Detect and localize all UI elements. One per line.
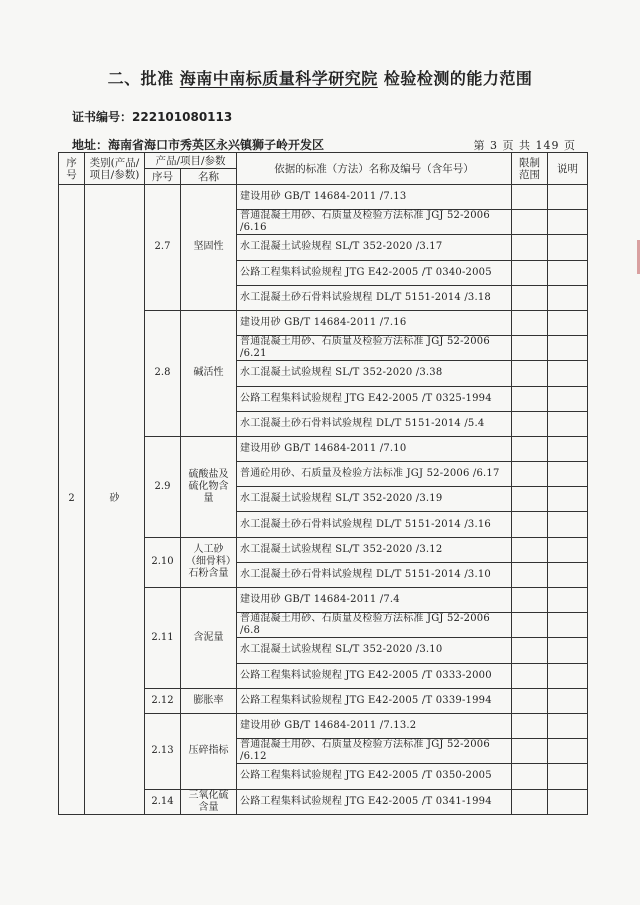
note-cell [548, 235, 588, 260]
standard-reference: 水工混凝土试验规程 SL/T 352-2020 /3.38 [237, 361, 512, 386]
standard-reference: 水工混凝土砂石骨料试验规程 DL/T 5151-2014 /5.4 [237, 411, 512, 436]
certificate-number [72, 108, 232, 125]
limit-cell [512, 764, 548, 789]
limit-cell [512, 336, 548, 361]
capability-table [58, 152, 588, 815]
standard-reference: 水工混凝土试验规程 SL/T 352-2020 /3.12 [237, 537, 512, 562]
standard-reference: 水工混凝土试验规程 SL/T 352-2020 /3.19 [237, 487, 512, 512]
standard-reference: 水工混凝土砂石骨料试验规程 DL/T 5151-2014 /3.10 [237, 562, 512, 587]
cert-value: 222101080113 [132, 110, 233, 124]
header-category: 类别(产品/项目/参数) [85, 153, 145, 185]
title-prefix: 二、批准 [107, 69, 174, 88]
standard-reference: 公路工程集料试验规程 JTG E42-2005 /T 0340-2005 [237, 260, 512, 285]
note-cell [548, 386, 588, 411]
item-number: 2.11 [145, 588, 181, 689]
standard-reference: 公路工程集料试验规程 JTG E42-2005 /T 0333-2000 [237, 663, 512, 688]
page-info: 第 3 页 共 149 页 [473, 139, 576, 152]
standard-reference: 建设用砂 GB/T 14684-2011 /7.13.2 [237, 713, 512, 738]
item-number: 2.9 [145, 436, 181, 537]
note-cell [548, 185, 588, 210]
standard-reference: 建设用砂 GB/T 14684-2011 /7.10 [237, 436, 512, 461]
limit-cell [512, 739, 548, 764]
note-cell [548, 638, 588, 663]
address [72, 136, 324, 153]
limit-cell [512, 638, 548, 663]
note-cell [548, 487, 588, 512]
limit-cell [512, 436, 548, 461]
item-name: 坚固性 [181, 185, 237, 311]
item-name: 三氧化硫含量 [181, 789, 237, 814]
header-limit: 限制范围 [512, 153, 548, 185]
table-row [59, 185, 588, 210]
limit-cell [512, 361, 548, 386]
header-sub-seq: 序号 [145, 169, 181, 185]
limit-cell [512, 210, 548, 235]
standard-reference: 建设用砂 GB/T 14684-2011 /7.13 [237, 185, 512, 210]
item-number: 2.7 [145, 185, 181, 311]
limit-cell [512, 411, 548, 436]
note-cell [548, 588, 588, 613]
header-note: 说明 [548, 153, 588, 185]
standard-reference: 公路工程集料试验规程 JTG E42-2005 /T 0350-2005 [237, 764, 512, 789]
standard-reference: 建设用砂 GB/T 14684-2011 /7.16 [237, 310, 512, 335]
standard-reference: 普通混凝土用砂、石质量及检验方法标准 JGJ 52-2006 /6.8 [237, 613, 512, 638]
title-organization: 海南中南标质量科学研究院 [179, 69, 378, 88]
standard-reference: 公路工程集料试验规程 JTG E42-2005 /T 0341-1994 [237, 789, 512, 814]
note-cell [548, 713, 588, 738]
item-number: 2.13 [145, 713, 181, 789]
limit-cell [512, 613, 548, 638]
note-cell [548, 285, 588, 310]
item-name: 硫酸盐及硫化物含量 [181, 436, 237, 537]
standard-reference: 公路工程集料试验规程 JTG E42-2005 /T 0325-1994 [237, 386, 512, 411]
standard-reference: 普通混凝土用砂、石质量及检验方法标准 JGJ 52-2006 /6.21 [237, 336, 512, 361]
limit-cell [512, 310, 548, 335]
limit-cell [512, 512, 548, 537]
header-name: 名称 [181, 169, 237, 185]
note-cell [548, 310, 588, 335]
item-number: 2.14 [145, 789, 181, 814]
row-category: 砂 [85, 185, 145, 815]
header-seq: 序号 [59, 153, 85, 185]
item-name: 含泥量 [181, 588, 237, 689]
standard-reference: 水工混凝土砂石骨料试验规程 DL/T 5151-2014 /3.18 [237, 285, 512, 310]
note-cell [548, 462, 588, 487]
limit-cell [512, 462, 548, 487]
standard-reference: 普通砼用砂、石质量及检验方法标准 JGJ 52-2006 /6.17 [237, 462, 512, 487]
note-cell [548, 361, 588, 386]
note-cell [548, 436, 588, 461]
item-name: 人工砂（细骨料）石粉含量 [181, 537, 237, 587]
standard-reference: 普通混凝土用砂、石质量及检验方法标准 JGJ 52-2006 /6.12 [237, 739, 512, 764]
header-standard: 依据的标准（方法）名称及编号（含年号） [237, 153, 512, 185]
note-cell [548, 512, 588, 537]
title-suffix: 检验检测的能力范围 [383, 69, 533, 88]
page-title [0, 66, 640, 89]
note-cell [548, 336, 588, 361]
note-cell [548, 663, 588, 688]
limit-cell [512, 260, 548, 285]
standard-reference: 水工混凝土砂石骨料试验规程 DL/T 5151-2014 /3.16 [237, 512, 512, 537]
address-value: 海南省海口市秀英区永兴镇狮子岭开发区 [108, 138, 325, 152]
standard-reference: 普通混凝土用砂、石质量及检验方法标准 JGJ 52-2006 /6.16 [237, 210, 512, 235]
limit-cell [512, 713, 548, 738]
item-name: 碱活性 [181, 310, 237, 436]
limit-cell [512, 487, 548, 512]
note-cell [548, 562, 588, 587]
note-cell [548, 688, 588, 713]
limit-cell [512, 185, 548, 210]
address-label: 地址： [72, 138, 109, 152]
header-product-item-param: 产品/项目/参数 [145, 153, 237, 169]
standard-reference: 建设用砂 GB/T 14684-2011 /7.4 [237, 588, 512, 613]
item-number: 2.8 [145, 310, 181, 436]
limit-cell [512, 588, 548, 613]
limit-cell [512, 386, 548, 411]
note-cell [548, 789, 588, 814]
item-name: 压碎指标 [181, 713, 237, 789]
item-name: 膨胀率 [181, 688, 237, 713]
cert-label: 证书编号： [72, 110, 133, 124]
note-cell [548, 613, 588, 638]
note-cell [548, 764, 588, 789]
limit-cell [512, 235, 548, 260]
item-number: 2.12 [145, 688, 181, 713]
standard-reference: 公路工程集料试验规程 JTG E42-2005 /T 0339-1994 [237, 688, 512, 713]
note-cell [548, 739, 588, 764]
row-seq: 2 [59, 185, 85, 815]
limit-cell [512, 663, 548, 688]
standard-reference: 水工混凝土试验规程 SL/T 352-2020 /3.10 [237, 638, 512, 663]
limit-cell [512, 285, 548, 310]
limit-cell [512, 537, 548, 562]
note-cell [548, 260, 588, 285]
note-cell [548, 210, 588, 235]
limit-cell [512, 688, 548, 713]
note-cell [548, 411, 588, 436]
standard-reference: 水工混凝土试验规程 SL/T 352-2020 /3.17 [237, 235, 512, 260]
limit-cell [512, 789, 548, 814]
item-number: 2.10 [145, 537, 181, 587]
limit-cell [512, 562, 548, 587]
note-cell [548, 537, 588, 562]
